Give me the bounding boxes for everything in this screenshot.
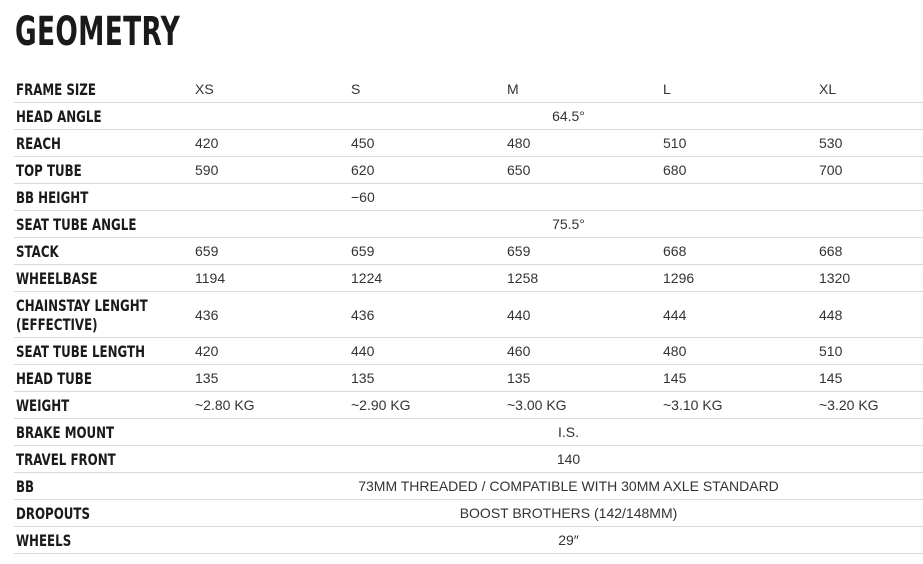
row-label: BB	[16, 476, 35, 496]
table-cell: ~3.00 KG	[495, 392, 651, 419]
table-cell: 1258	[495, 265, 651, 292]
row-label-cell	[14, 157, 183, 184]
table-row	[14, 292, 923, 338]
row-label-cell	[14, 292, 183, 338]
table-cell: 1320	[807, 265, 923, 292]
table-cell: ~3.10 KG	[651, 392, 807, 419]
row-label-cell	[14, 265, 183, 292]
size-header-s: S	[339, 76, 495, 103]
table-cell: 145	[807, 365, 923, 392]
row-label: WEIGHT	[16, 395, 70, 415]
table-cell: 436	[339, 292, 495, 338]
row-label: WHEELBASE	[16, 268, 98, 288]
table-row	[14, 103, 923, 130]
table-cell: 650	[495, 157, 651, 184]
table-cell: 440	[339, 338, 495, 365]
row-label-cell	[14, 211, 183, 238]
table-row	[14, 419, 923, 446]
row-label: BRAKE MOUNT	[16, 422, 115, 442]
spanning-value: 64.5°	[183, 103, 923, 130]
table-cell: 1194	[183, 265, 339, 292]
table-row	[14, 473, 923, 500]
row-label: REACH	[16, 133, 61, 153]
table-row	[14, 265, 923, 292]
row-label-cell	[14, 103, 183, 130]
table-cell: ~2.90 KG	[339, 392, 495, 419]
spanning-value: BOOST BROTHERS (142/148MM)	[183, 500, 923, 527]
size-header-l: L	[651, 76, 807, 103]
row-label: TRAVEL FRONT	[16, 449, 116, 469]
row-label-cell	[14, 527, 183, 554]
row-label-cell	[14, 446, 183, 473]
row-label: STACK	[16, 241, 59, 261]
table-row	[14, 500, 923, 527]
table-row	[14, 130, 923, 157]
row-label: SEAT TUBE LENGTH	[16, 341, 146, 361]
table-cell: 1296	[651, 265, 807, 292]
row-label-cell	[14, 365, 183, 392]
table-cell: 145	[651, 365, 807, 392]
table-cell	[651, 184, 807, 211]
row-label: BB HEIGHT	[16, 187, 89, 207]
table-cell: 530	[807, 130, 923, 157]
row-label-line-1: CHAINSTAY LENGHT	[16, 295, 148, 315]
row-label-cell	[14, 130, 183, 157]
table-cell: 480	[495, 130, 651, 157]
table-cell: 590	[183, 157, 339, 184]
table-row	[14, 211, 923, 238]
table-row	[14, 238, 923, 265]
table-cell: ~3.20 KG	[807, 392, 923, 419]
row-label-cell	[14, 419, 183, 446]
table-row	[14, 392, 923, 419]
table-cell	[495, 184, 651, 211]
row-label: HEAD TUBE	[16, 368, 92, 388]
table-cell: 420	[183, 130, 339, 157]
table-cell: 680	[651, 157, 807, 184]
row-label-line-2: (EFFECTIVE)	[16, 314, 98, 334]
table-cell: 659	[339, 238, 495, 265]
table-cell: 460	[495, 338, 651, 365]
table-cell: 510	[807, 338, 923, 365]
header-label-cell	[14, 76, 183, 103]
table-row	[14, 338, 923, 365]
table-cell: 668	[651, 238, 807, 265]
table-cell	[807, 184, 923, 211]
table-row	[14, 446, 923, 473]
table-cell: 436	[183, 292, 339, 338]
table-row	[14, 157, 923, 184]
table-cell: −60	[339, 184, 495, 211]
size-header-m: M	[495, 76, 651, 103]
table-cell: 420	[183, 338, 339, 365]
table-cell: 480	[651, 338, 807, 365]
row-label-cell	[14, 473, 183, 500]
table-cell: 659	[495, 238, 651, 265]
table-cell: 700	[807, 157, 923, 184]
table-cell: 135	[339, 365, 495, 392]
table-cell: 659	[183, 238, 339, 265]
table-cell: 510	[651, 130, 807, 157]
header-label: FRAME SIZE	[16, 79, 96, 99]
table-cell	[183, 184, 339, 211]
size-header-xl: XL	[807, 76, 923, 103]
row-label: SEAT TUBE ANGLE	[16, 214, 137, 234]
row-label-cell	[14, 392, 183, 419]
table-row	[14, 184, 923, 211]
spanning-value: 140	[183, 446, 923, 473]
spanning-value: I.S.	[183, 419, 923, 446]
table-cell: 620	[339, 157, 495, 184]
table-row	[14, 365, 923, 392]
table-cell: 135	[183, 365, 339, 392]
row-label: HEAD ANGLE	[16, 106, 102, 126]
row-label-cell	[14, 184, 183, 211]
table-cell: 444	[651, 292, 807, 338]
row-label: TOP TUBE	[16, 160, 82, 180]
table-cell: 668	[807, 238, 923, 265]
table-row	[14, 527, 923, 554]
geometry-table	[14, 76, 923, 554]
table-cell: 450	[339, 130, 495, 157]
table-cell: 448	[807, 292, 923, 338]
table-cell: 440	[495, 292, 651, 338]
table-cell: 1224	[339, 265, 495, 292]
row-label-cell	[14, 238, 183, 265]
row-label: WHEELS	[16, 530, 72, 550]
spanning-value: 29″	[183, 527, 923, 554]
row-label-cell	[14, 500, 183, 527]
row-label-cell	[14, 338, 183, 365]
row-label: DROPOUTS	[16, 503, 90, 523]
table-header-row	[14, 76, 923, 103]
table-cell: 135	[495, 365, 651, 392]
table-cell: ~2.80 KG	[183, 392, 339, 419]
size-header-xs: XS	[183, 76, 339, 103]
spanning-value: 73MM THREADED / COMPATIBLE WITH 30MM AXLE STANDARD	[183, 473, 923, 500]
spanning-value: 75.5°	[183, 211, 923, 238]
page-title: GEOMETRY	[15, 9, 181, 55]
